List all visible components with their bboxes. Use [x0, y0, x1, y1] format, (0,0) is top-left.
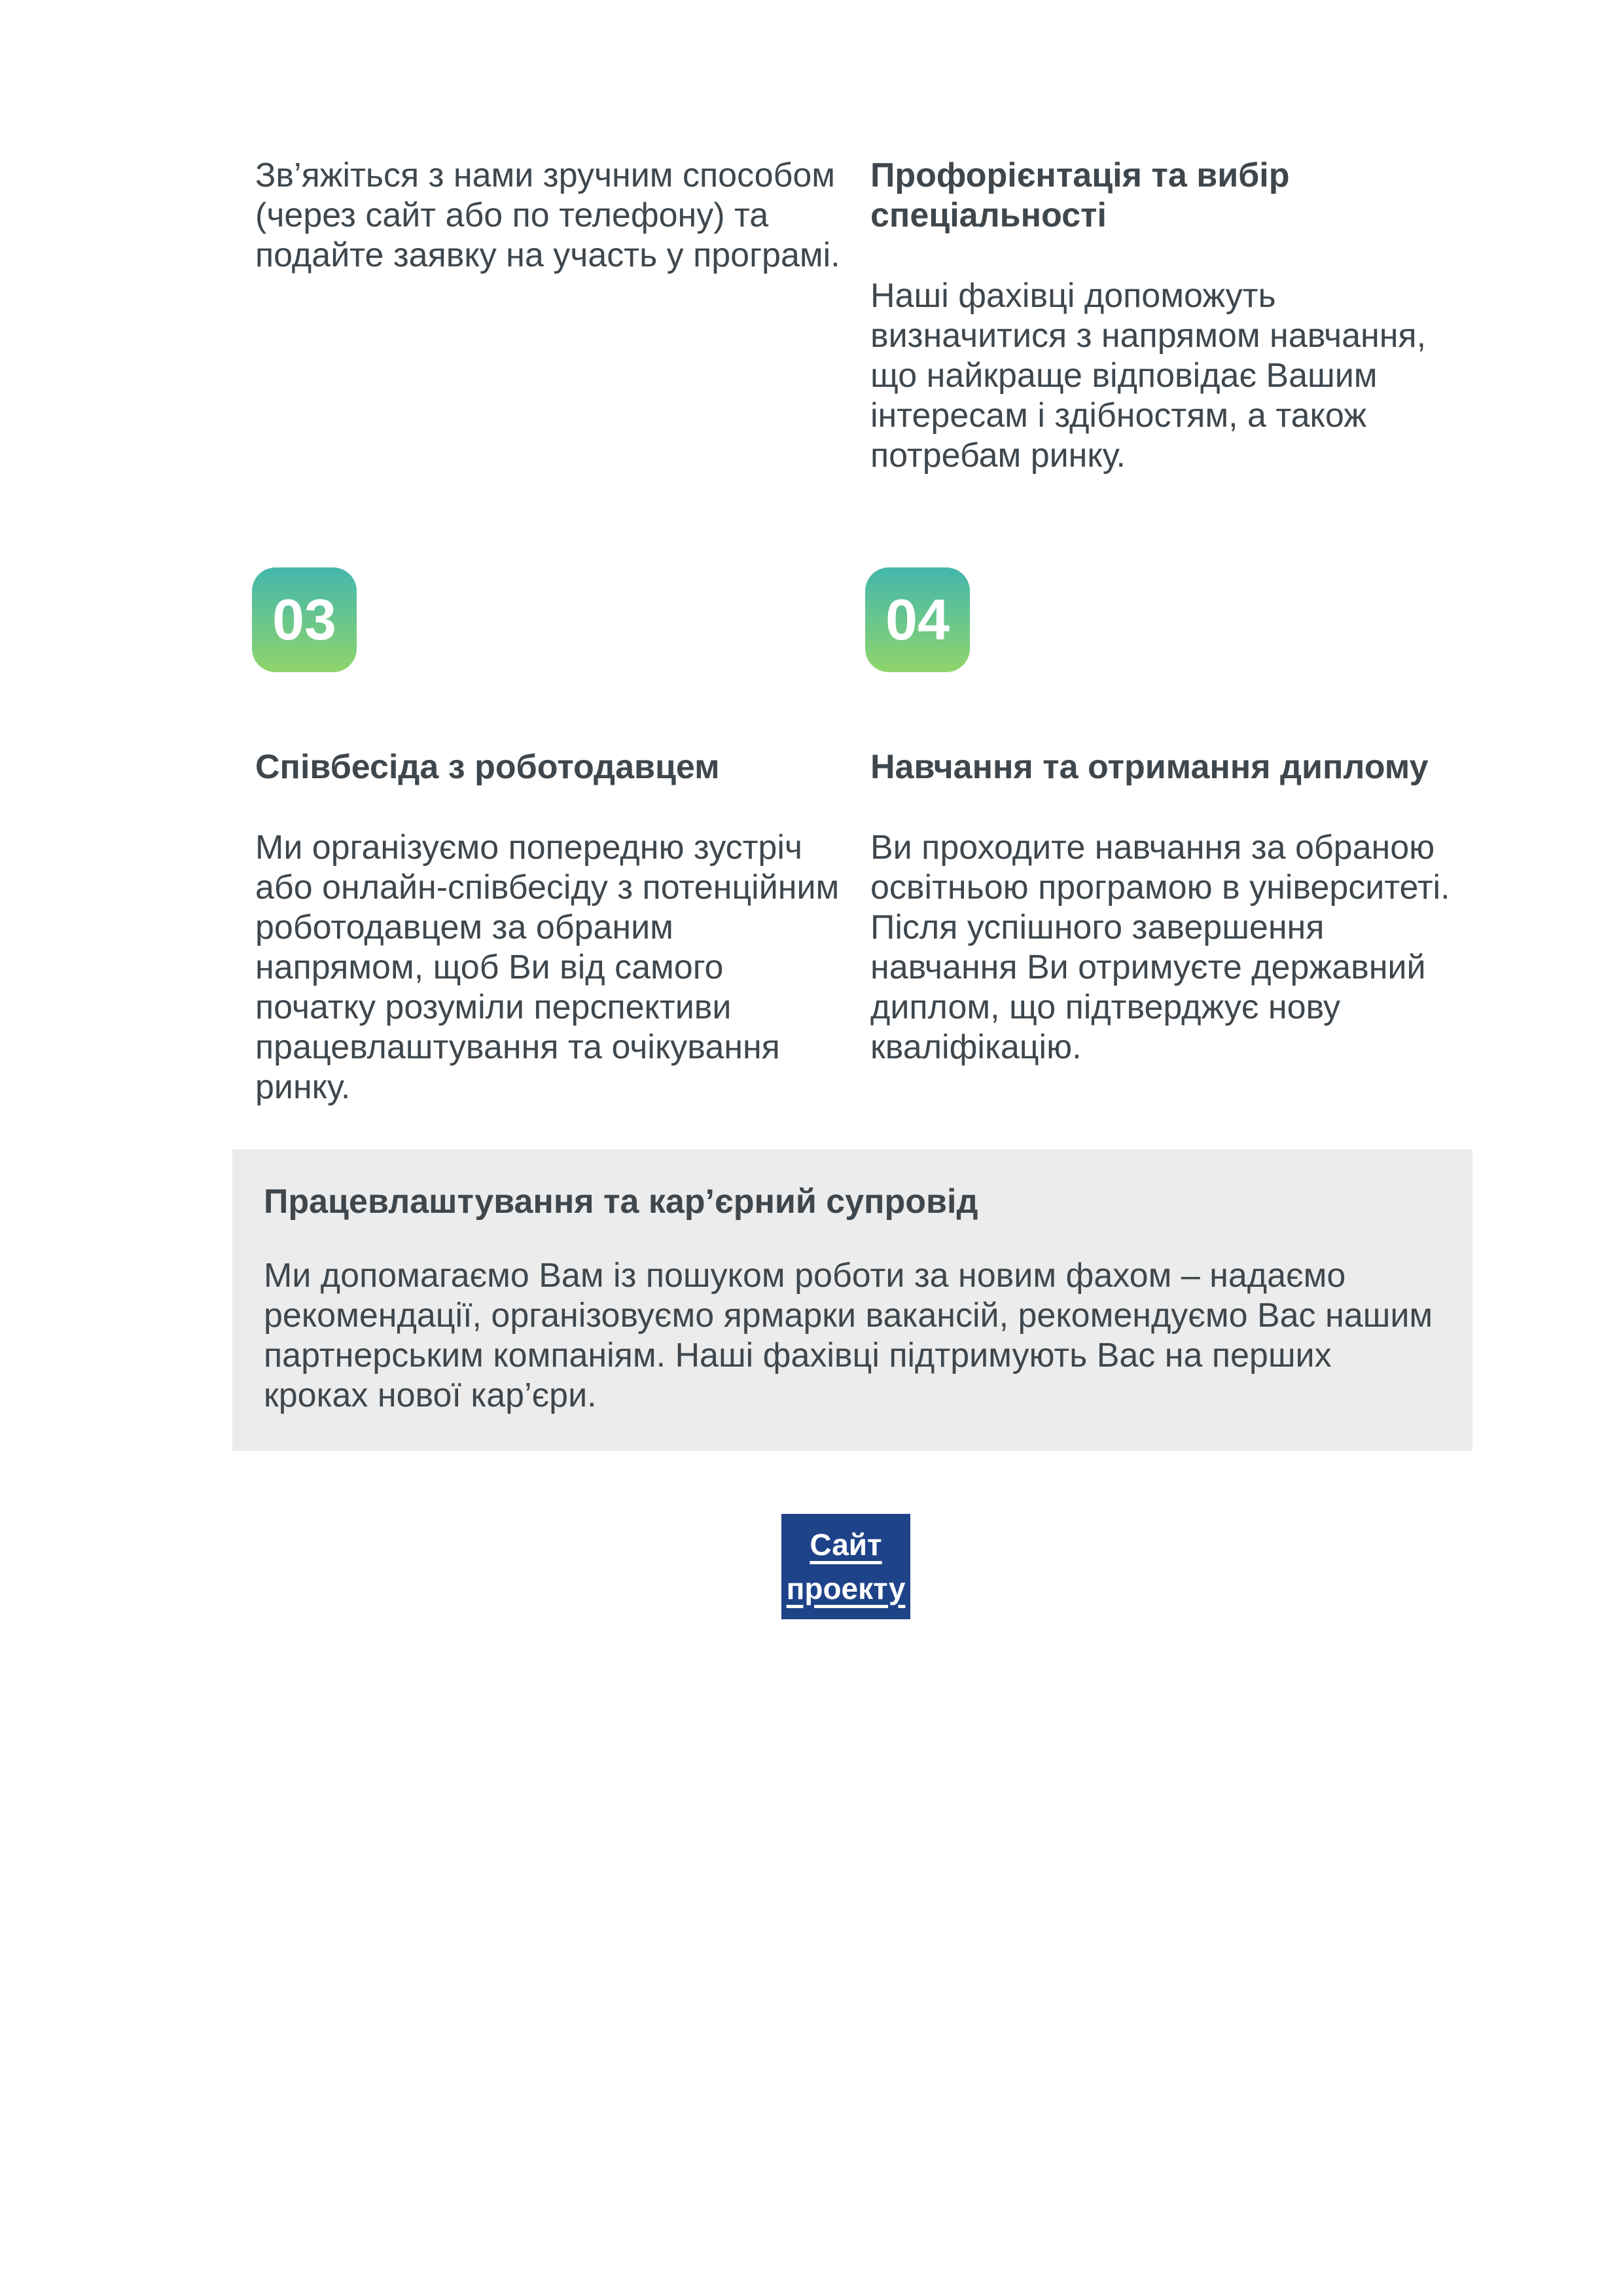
- step-04-badge: [865, 567, 970, 672]
- interview-step-block: [255, 747, 844, 1107]
- education-step-block: [870, 747, 1459, 1067]
- step-04-number: 04: [885, 587, 950, 652]
- interview-step-paragraph: Ми організуємо попередню зустріч або онлайн-співбесіду з потенційним роботодавцем за обраним напрямом, щоб Ви від самого початку розуміли перспективи працевлаштування та очікування ринку.: [255, 829, 840, 1106]
- project-site-button-label-line1: Сайт: [810, 1528, 882, 1562]
- orientation-step-block: [870, 156, 1459, 476]
- employment-support-heading: Працевлаштування та кар’єрний супровід: [264, 1183, 978, 1221]
- employment-support-box: [232, 1149, 1472, 1451]
- step-03-number: 03: [272, 587, 336, 652]
- education-step-heading: Навчання та отримання диплому: [870, 748, 1429, 786]
- step-03-badge: [252, 567, 357, 672]
- orientation-step-heading: Профорієнтація та вибір спеціальності: [870, 156, 1290, 234]
- employment-support-paragraph: Ми допомагаємо Вам із пошуком роботи за новим фахом – надаємо рекомендації, організовуємо ярмарки вакансій, рекомендуємо Вас нашим партнерським компаніям. Наші фахівці підтримують Вас на перших кроках нової кар’єри.: [264, 1257, 1433, 1414]
- orientation-step-paragraph: Наші фахівці допоможуть визначитися з напрямом навчання, що найкраще відповідає Вашим інтересам і здібностям, а також потребам ринку.: [870, 277, 1427, 475]
- project-site-button[interactable]: [781, 1514, 910, 1619]
- project-site-button-label-line2: проекту: [786, 1571, 906, 1605]
- interview-step-heading: Співбесіда з роботодавцем: [255, 748, 720, 786]
- application-step-paragraph: Зв’яжіться з нами зручним способом (через сайт або по телефону) та подайте заявку на участь у програмі.: [255, 156, 840, 274]
- education-step-paragraph: Ви проходите навчання за обраною освітньою програмою в університеті. Після успішного завершення навчання Ви отримуєте державний диплом, що підтверджує нову кваліфікацію.: [870, 829, 1450, 1066]
